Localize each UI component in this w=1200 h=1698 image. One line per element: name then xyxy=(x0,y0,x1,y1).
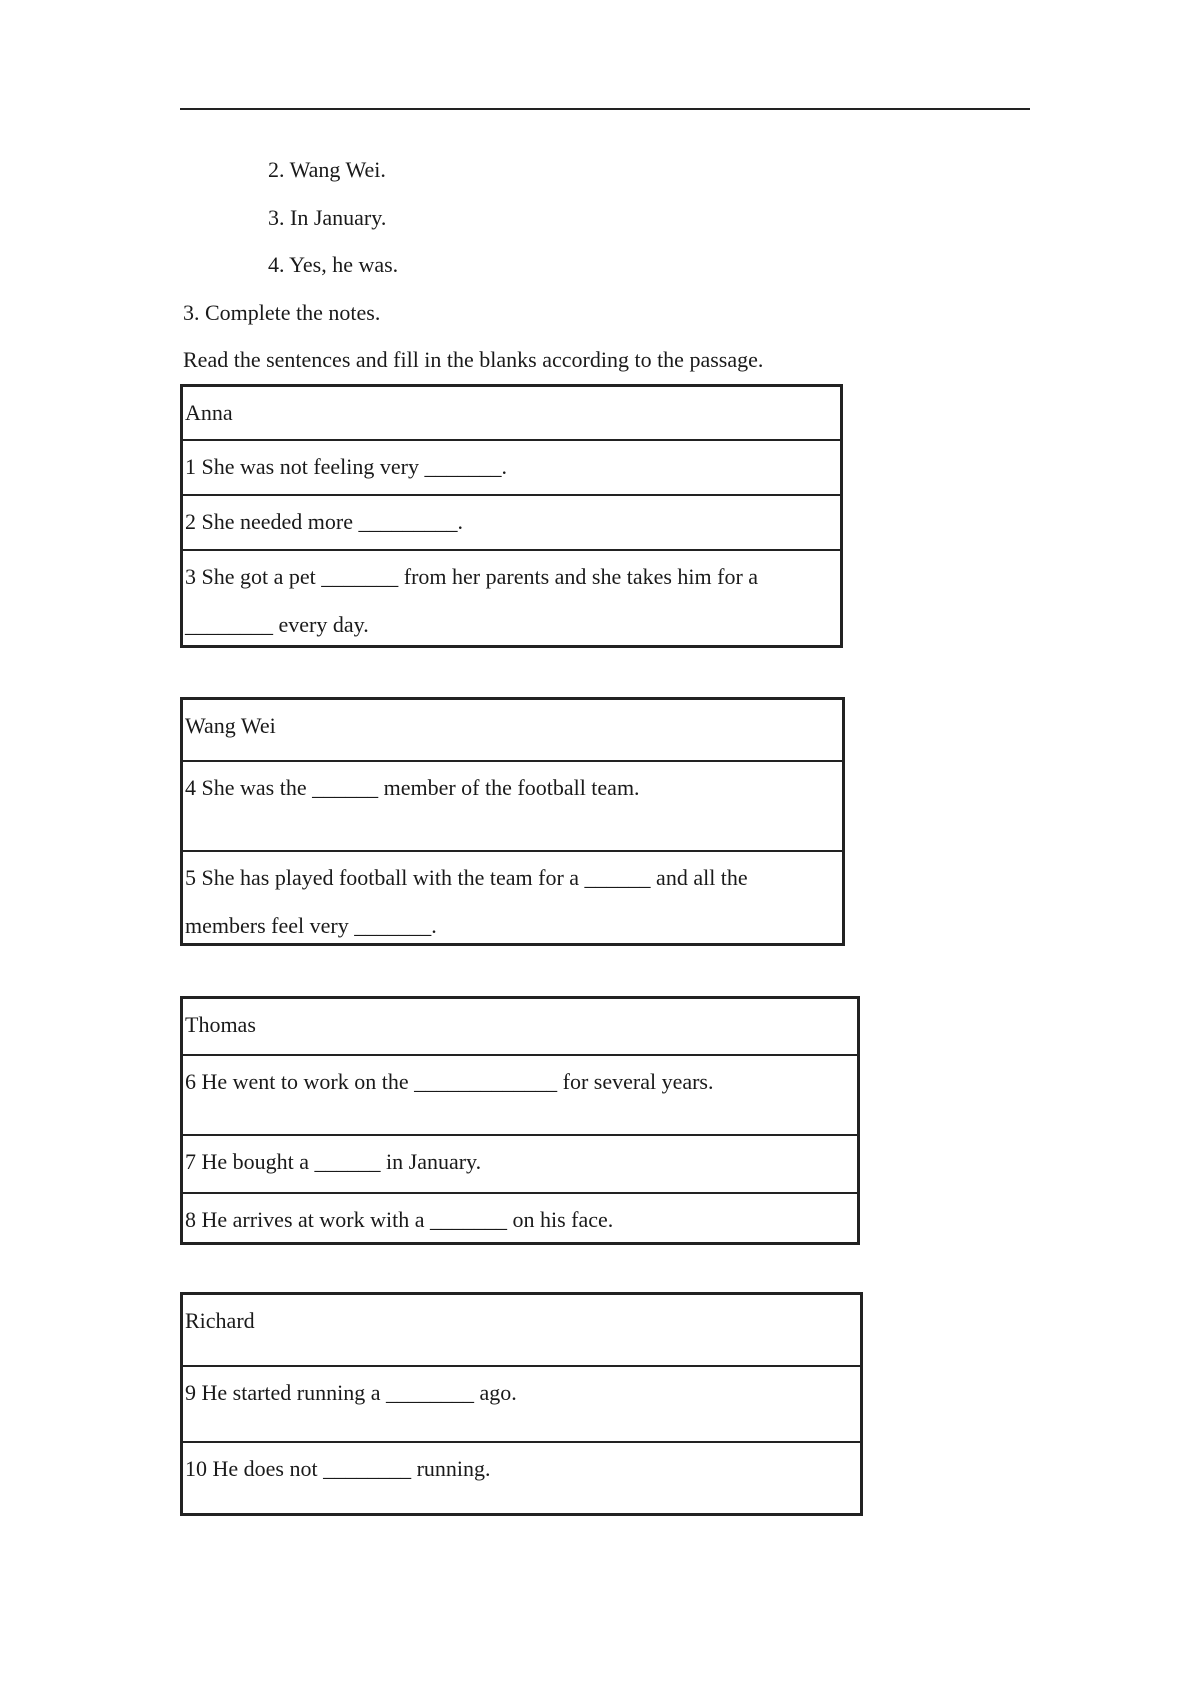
row-text: 6 He went to work on the _____________ for several years. xyxy=(185,1069,714,1094)
table-name: Richard xyxy=(185,1308,255,1333)
row-text: 9 He started running a ________ ago. xyxy=(185,1380,517,1405)
row-text: 1 She was not feeling very _______. xyxy=(185,454,507,479)
row-text: 4 She was the ______ member of the football team. xyxy=(185,775,640,800)
table-header-cell xyxy=(183,999,857,1056)
table-row xyxy=(183,762,842,852)
answer-line: 3. In January. xyxy=(268,205,387,230)
row-text: 2 She needed more _________. xyxy=(185,509,463,534)
table-row xyxy=(183,551,840,638)
row-text-continued: ________ every day. xyxy=(185,612,369,637)
notes-table-anna xyxy=(180,384,843,648)
table-name: Wang Wei xyxy=(185,713,276,738)
row-text: 8 He arrives at work with a _______ on his face. xyxy=(185,1207,614,1232)
answer-line: 4. Yes, he was. xyxy=(268,252,399,277)
notes-table-richard xyxy=(180,1292,863,1516)
row-text-continued: members feel very _______. xyxy=(185,913,437,938)
row-text: 7 He bought a ______ in January. xyxy=(185,1149,482,1174)
notes-table-thomas xyxy=(180,996,860,1245)
notes-table-wang-wei xyxy=(180,697,845,946)
table-row xyxy=(183,852,842,939)
instruction-text: Read the sentences and fill in the blanks according to the passage. xyxy=(183,347,764,372)
table-row xyxy=(183,1367,860,1443)
table-name: Thomas xyxy=(185,1012,256,1037)
row-text: 5 She has played football with the team for a ______ and all the xyxy=(185,865,748,890)
header-rule xyxy=(180,108,1030,110)
row-text: 10 He does not ________ running. xyxy=(185,1456,491,1481)
table-row xyxy=(183,496,840,551)
table-row xyxy=(183,1443,860,1482)
table-header-cell xyxy=(183,387,840,441)
table-row xyxy=(183,441,840,496)
table-name: Anna xyxy=(185,400,233,425)
table-row xyxy=(183,1136,857,1194)
row-text: 3 She got a pet _______ from her parents and she takes him for a xyxy=(185,564,759,589)
answer-line: 2. Wang Wei. xyxy=(268,157,386,182)
section-heading: 3. Complete the notes. xyxy=(183,300,381,325)
table-header-cell xyxy=(183,1295,860,1367)
table-row xyxy=(183,1194,857,1233)
table-header-cell xyxy=(183,700,842,762)
table-row xyxy=(183,1056,857,1136)
